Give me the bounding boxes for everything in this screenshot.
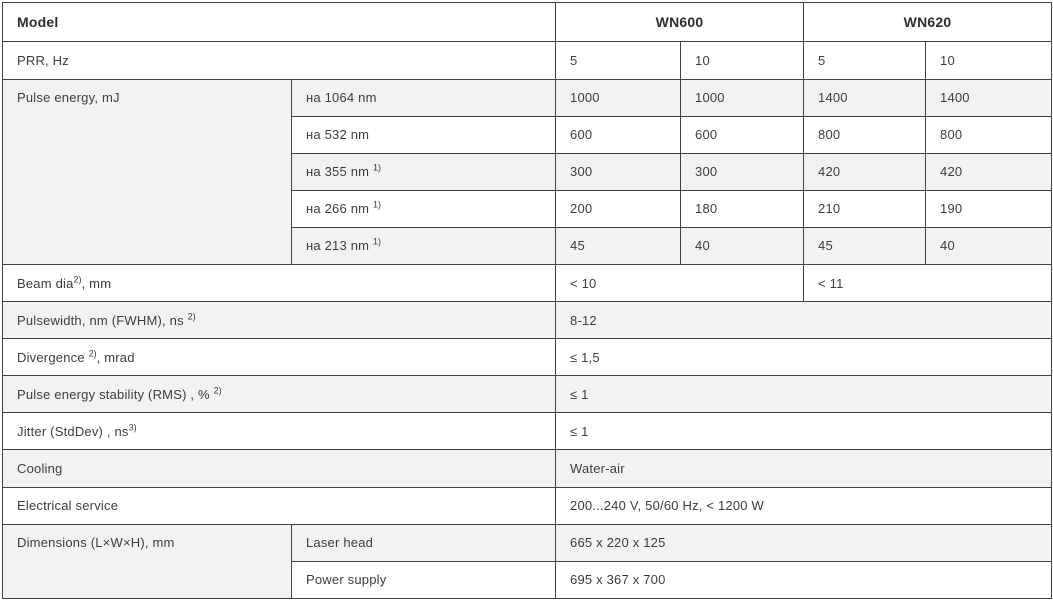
pe-532-label: на 532 nm	[292, 116, 556, 153]
row-beam-dia	[3, 264, 1052, 301]
pe-355-v4: 420	[926, 153, 1052, 190]
pe-1064-v4: 1400	[926, 79, 1052, 116]
footnote-ref: 1)	[373, 200, 382, 211]
pe-532-v3: 800	[804, 116, 926, 153]
stability-label: Pulse energy stability (RMS) , % $^{2)}$	[3, 376, 556, 413]
pe-1064-label: на 1064 nm	[292, 79, 556, 116]
jitter-value: ≤ 1	[556, 413, 1052, 450]
cooling-label: Cooling	[3, 450, 556, 487]
pe-532-v2: 600	[681, 116, 804, 153]
row-jitter	[3, 413, 1052, 450]
row-stability	[3, 376, 1052, 413]
dimensions-label: Dimensions (L×W×H), mm	[3, 524, 292, 598]
pe-532-v4: 800	[926, 116, 1052, 153]
cooling-value: Water-air	[556, 450, 1052, 487]
electrical-label: Electrical service	[3, 487, 556, 524]
stability-value: ≤ 1	[556, 376, 1052, 413]
header-row	[3, 3, 1052, 42]
pe-213-v2: 40	[681, 227, 804, 264]
footnote-ref: 2)	[187, 311, 196, 322]
pe-1064-v1: 1000	[556, 79, 681, 116]
dim-power-supply-label: Power supply	[292, 561, 556, 598]
pe-266-v3: 210	[804, 190, 926, 227]
dim-laser-head-value: 665 x 220 x 125	[556, 524, 1052, 561]
pe-355-v1: 300	[556, 153, 681, 190]
pulsewidth-value: 8-12	[556, 302, 1052, 339]
footnote-ref: 1)	[373, 162, 382, 173]
header-model: Model	[3, 3, 556, 42]
divergence-label: Divergence $^{2)}$, mrad	[3, 339, 556, 376]
footnote-ref: 2)	[88, 348, 97, 359]
beam-dia-wn620: < 11	[804, 264, 1052, 301]
pulse-energy-label: Pulse energy, mJ	[3, 79, 292, 264]
pe-532-v1: 600	[556, 116, 681, 153]
prr-wn620-10: 10	[926, 42, 1052, 79]
row-cooling	[3, 450, 1052, 487]
pe-266-v1: 200	[556, 190, 681, 227]
beam-dia-wn600: < 10	[556, 264, 804, 301]
jitter-label: Jitter (StdDev) , $ns^{3)}$	[3, 413, 556, 450]
row-prr	[3, 42, 1052, 79]
row-pulsewidth	[3, 302, 1052, 339]
pulsewidth-label: Pulsewidth, nm (FWHM), ns $^{2)}$	[3, 302, 556, 339]
divergence-value: ≤ 1,5	[556, 339, 1052, 376]
dim-power-supply-value: 695 x 367 x 700	[556, 561, 1052, 598]
prr-wn600-10: 10	[681, 42, 804, 79]
pe-266-v2: 180	[681, 190, 804, 227]
header-wn600: WN600	[556, 3, 804, 42]
footnote-ref: 2)	[213, 385, 222, 396]
pe-266-v4: 190	[926, 190, 1052, 227]
electrical-value: 200...240 V, 50/60 Hz, < 1200 W	[556, 487, 1052, 524]
row-pe-1064	[3, 79, 1052, 116]
pe-213-v4: 40	[926, 227, 1052, 264]
pe-355-v3: 420	[804, 153, 926, 190]
pe-1064-v2: 1000	[681, 79, 804, 116]
row-divergence	[3, 339, 1052, 376]
dim-laser-head-label: Laser head	[292, 524, 556, 561]
footnote-ref: 3)	[128, 422, 137, 433]
beam-dia-label: Beam dia$^{2)}$, mm	[3, 264, 556, 301]
pe-266-label: на 266 nm $^{1)}$	[292, 190, 556, 227]
pe-1064-v3: 1400	[804, 79, 926, 116]
footnote-ref: 2)	[73, 274, 82, 285]
pe-355-v2: 300	[681, 153, 804, 190]
header-wn620: WN620	[804, 3, 1052, 42]
pe-213-label: на 213 nm $^{1)}$	[292, 227, 556, 264]
row-dim-laser-head	[3, 524, 1052, 561]
pe-213-v3: 45	[804, 227, 926, 264]
prr-label: PRR, Hz	[3, 42, 556, 79]
row-electrical	[3, 487, 1052, 524]
pe-355-label: на 355 nm $^{1)}$	[292, 153, 556, 190]
footnote-ref: 1)	[373, 237, 382, 248]
prr-wn620-5: 5	[804, 42, 926, 79]
spec-table	[2, 2, 1052, 599]
pe-213-v1: 45	[556, 227, 681, 264]
prr-wn600-5: 5	[556, 42, 681, 79]
